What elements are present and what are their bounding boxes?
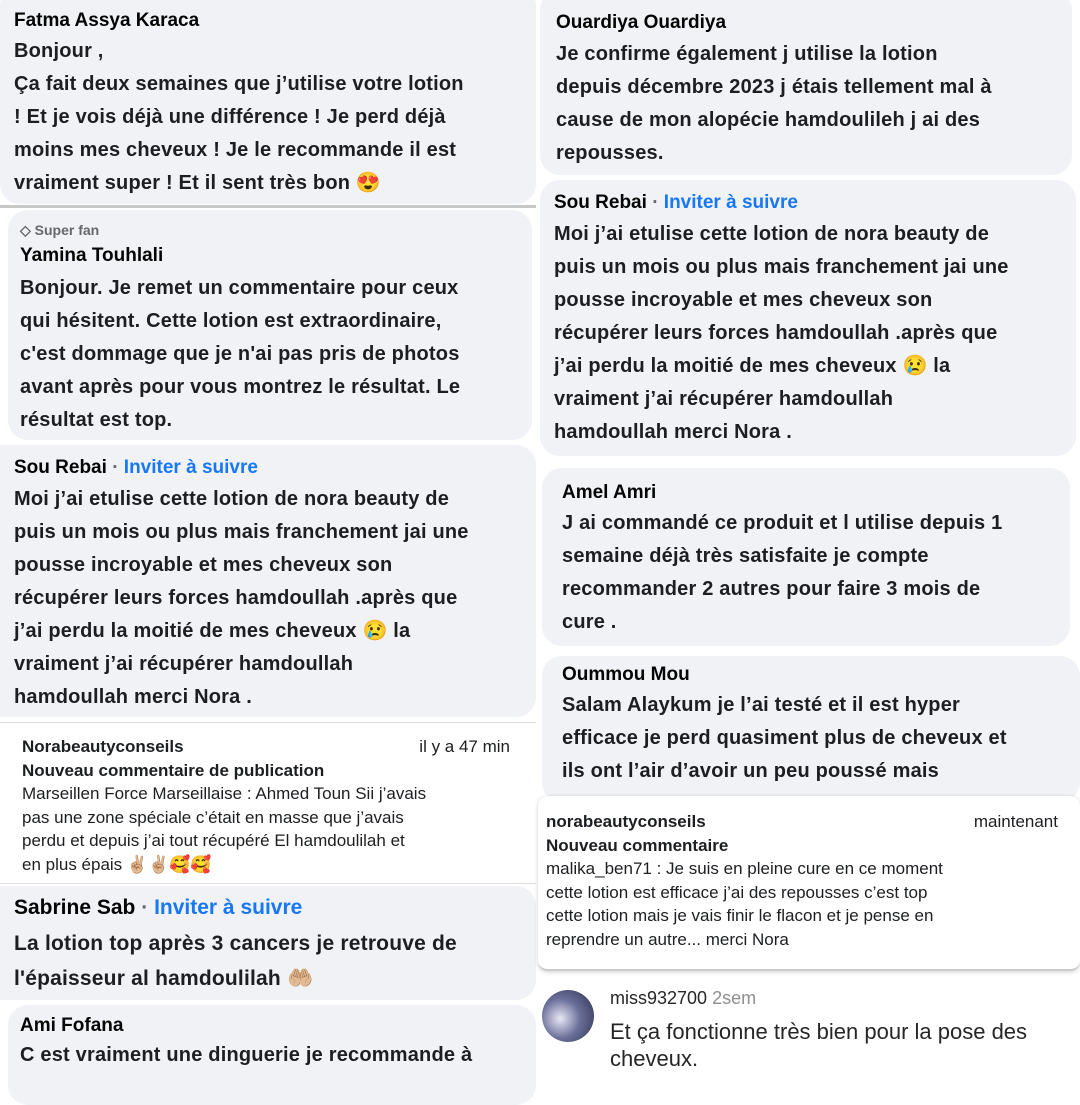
avatar[interactable] — [542, 990, 594, 1042]
text-line: en plus épais ✌🏼✌🏼🥰🥰 — [22, 854, 212, 874]
comment-header — [610, 988, 756, 1009]
text-line: La lotion top après 3 cancers je retrouve de — [14, 932, 457, 955]
text-line: vraiment j’ai récupérer hamdoullah — [554, 388, 894, 410]
diamond-icon: ◇ — [20, 222, 31, 238]
invite-to-follow-link[interactable]: Inviter à suivre — [663, 192, 798, 213]
invite-to-follow-link[interactable]: Inviter à suivre — [123, 457, 258, 478]
text-line: Bonjour. Je remet un commentaire pour ceux — [20, 277, 459, 299]
comment-text — [20, 272, 520, 437]
text-line: Moi j’ai etulise cette lotion de nora beauty de — [554, 223, 990, 245]
comment-text — [562, 507, 1050, 639]
text-line: c'est dommage que je n'ai pas pris de photos — [20, 343, 460, 365]
text-line: puis un mois ou plus mais franchement jai une — [14, 521, 469, 543]
text-line: semaine déjà très satisfaite je compte — [562, 545, 929, 567]
notification-account: Norabeautyconseils — [22, 737, 184, 756]
text-line: J ai commandé ce produit et l utilise depuis 1 — [562, 512, 1003, 534]
text-line: résultat est top. — [20, 409, 173, 431]
notification-title: Nouveau commentaire de publication — [22, 760, 325, 780]
super-fan-badge — [20, 222, 520, 239]
text-line: recommander 2 autres pour faire 3 mois de — [562, 578, 981, 600]
comment-author[interactable]: Sabrine Sab — [14, 896, 136, 919]
comment-ami — [8, 1005, 536, 1105]
text-line: avant après pour vous montrez le résultat. Le — [20, 376, 461, 398]
comment-ouardiya — [540, 0, 1072, 175]
text-line: puis un mois ou plus mais franchement jai une — [554, 256, 1009, 278]
comment-author[interactable]: miss932700 — [610, 988, 708, 1008]
text-line: cure . — [562, 611, 617, 633]
badge-label: Super fan — [34, 222, 100, 238]
comment-header — [554, 192, 1062, 214]
comment-sou-rebai — [0, 445, 536, 717]
comment-fatma — [0, 0, 536, 204]
notification-title: Nouveau commentaire — [546, 835, 729, 855]
text-line: perdu et depuis j’ai tout récupéré El hamdoulilah et — [22, 831, 405, 850]
text-line: cette lotion mais je vais finir le flacon et je pense en — [546, 906, 934, 925]
text-line: pousse incroyable et mes cheveux son — [14, 554, 393, 576]
text-line: vraiment j’ai récupérer hamdoullah — [14, 653, 354, 675]
comment-text — [14, 35, 522, 200]
comment-author[interactable]: Sou Rebai — [554, 192, 647, 213]
comment-author[interactable]: Oummou Mou — [562, 664, 690, 685]
text-line: cause de mon alopécie hamdoulileh j ai des — [556, 109, 981, 131]
text-line: hamdoullah merci Nora . — [14, 686, 252, 708]
divider — [0, 205, 536, 208]
separator: · — [112, 457, 119, 478]
comment-miss932700 — [540, 980, 1080, 1080]
comment-header — [14, 896, 522, 920]
comment-text — [14, 483, 522, 714]
text-line: Je confirme également j utilise la lotion — [556, 43, 938, 65]
text-line: j’ai perdu la moitié de mes cheveux 😢 la — [14, 620, 411, 642]
text-line: Et ça fonctionne très bien pour la pose des — [610, 1019, 1028, 1044]
text-line: hamdoullah merci Nora . — [554, 421, 792, 443]
text-line: récupérer leurs forces hamdoullah .après que — [554, 322, 998, 344]
text-line: pas une zone spéciale c’était en masse que j’avais — [22, 807, 404, 827]
comment-oummou — [542, 656, 1080, 802]
notification-account: norabeautyconseils — [546, 812, 706, 831]
notification-new-comment[interactable] — [0, 722, 536, 884]
text-line: pousse incroyable et mes cheveux son — [554, 289, 933, 311]
comment-sabrine — [0, 886, 536, 1000]
separator: · — [141, 896, 149, 919]
text-line: C est vraiment une dinguerie je recommande à — [20, 1044, 473, 1066]
comment-author[interactable]: Fatma Assya Karaca — [14, 10, 200, 31]
comment-author[interactable]: Amel Amri — [562, 482, 657, 503]
text-line: efficace je perd quasiment plus de cheveux et — [562, 727, 1007, 749]
comment-author[interactable]: Ami Fofana — [20, 1015, 124, 1036]
text-line: récupérer leurs forces hamdoullah .après que — [14, 587, 458, 609]
text-line: Marseillen Force Marseillaise : Ahmed Toun Sii j’avais — [22, 784, 427, 803]
text-line: Ça fait deux semaines que j’utilise votre lotion — [14, 73, 464, 95]
comment-text — [556, 38, 1056, 170]
comment-text — [14, 926, 522, 996]
comment-author[interactable]: Ouardiya Ouardiya — [556, 12, 727, 33]
notification-time: maintenant — [973, 812, 1058, 831]
text-line: Moi j’ai etulise cette lotion de nora beauty de — [14, 488, 450, 510]
text-line: moins mes cheveux ! Je le recommande il est — [14, 139, 457, 161]
comment-sou-rebai-right — [540, 180, 1076, 456]
comment-header — [14, 457, 522, 479]
comment-time: 2sem — [712, 988, 757, 1008]
text-line: ! Et je vois déjà une différence ! Je perd déjà — [14, 106, 446, 128]
text-line: malika_ben71 : Je suis en pleine cure en ce moment — [546, 859, 943, 878]
separator: · — [652, 192, 659, 213]
text-line: Salam Alaykum je l’ai testé et il est hyper — [562, 694, 961, 716]
comment-text — [610, 1018, 1027, 1072]
text-line: qui hésitent. Cette lotion est extraordinaire, — [20, 310, 442, 332]
text-line: reprendre un autre... merci Nora — [546, 929, 789, 949]
comment-text — [562, 689, 1060, 788]
comment-text — [554, 218, 1062, 449]
text-line: Bonjour , — [14, 40, 104, 62]
comment-yamina — [8, 210, 532, 440]
text-line: repousses. — [556, 142, 664, 164]
notification-new-comment-right[interactable] — [538, 796, 1080, 971]
text-line: cheveux. — [610, 1046, 699, 1071]
text-line: j’ai perdu la moitié de mes cheveux 😢 la — [554, 355, 951, 377]
comment-author[interactable]: Yamina Touhlali — [20, 245, 164, 266]
text-line: ils ont l’air d’avoir un peu poussé mais — [562, 760, 939, 782]
comment-author[interactable]: Sou Rebai — [14, 457, 107, 478]
notification-time: il y a 47 min — [419, 737, 510, 756]
invite-to-follow-link[interactable]: Inviter à suivre — [154, 896, 303, 919]
text-line: cette lotion est efficace j’ai des repousses c’est top — [546, 882, 928, 902]
text-line: l'épaisseur al hamdoulilah 🤲🏼 — [14, 967, 314, 990]
text-line: vraiment super ! Et il sent très bon 😍 — [14, 172, 382, 194]
text-line: depuis décembre 2023 j étais tellement mal à — [556, 76, 992, 98]
comment-amel — [542, 468, 1070, 646]
